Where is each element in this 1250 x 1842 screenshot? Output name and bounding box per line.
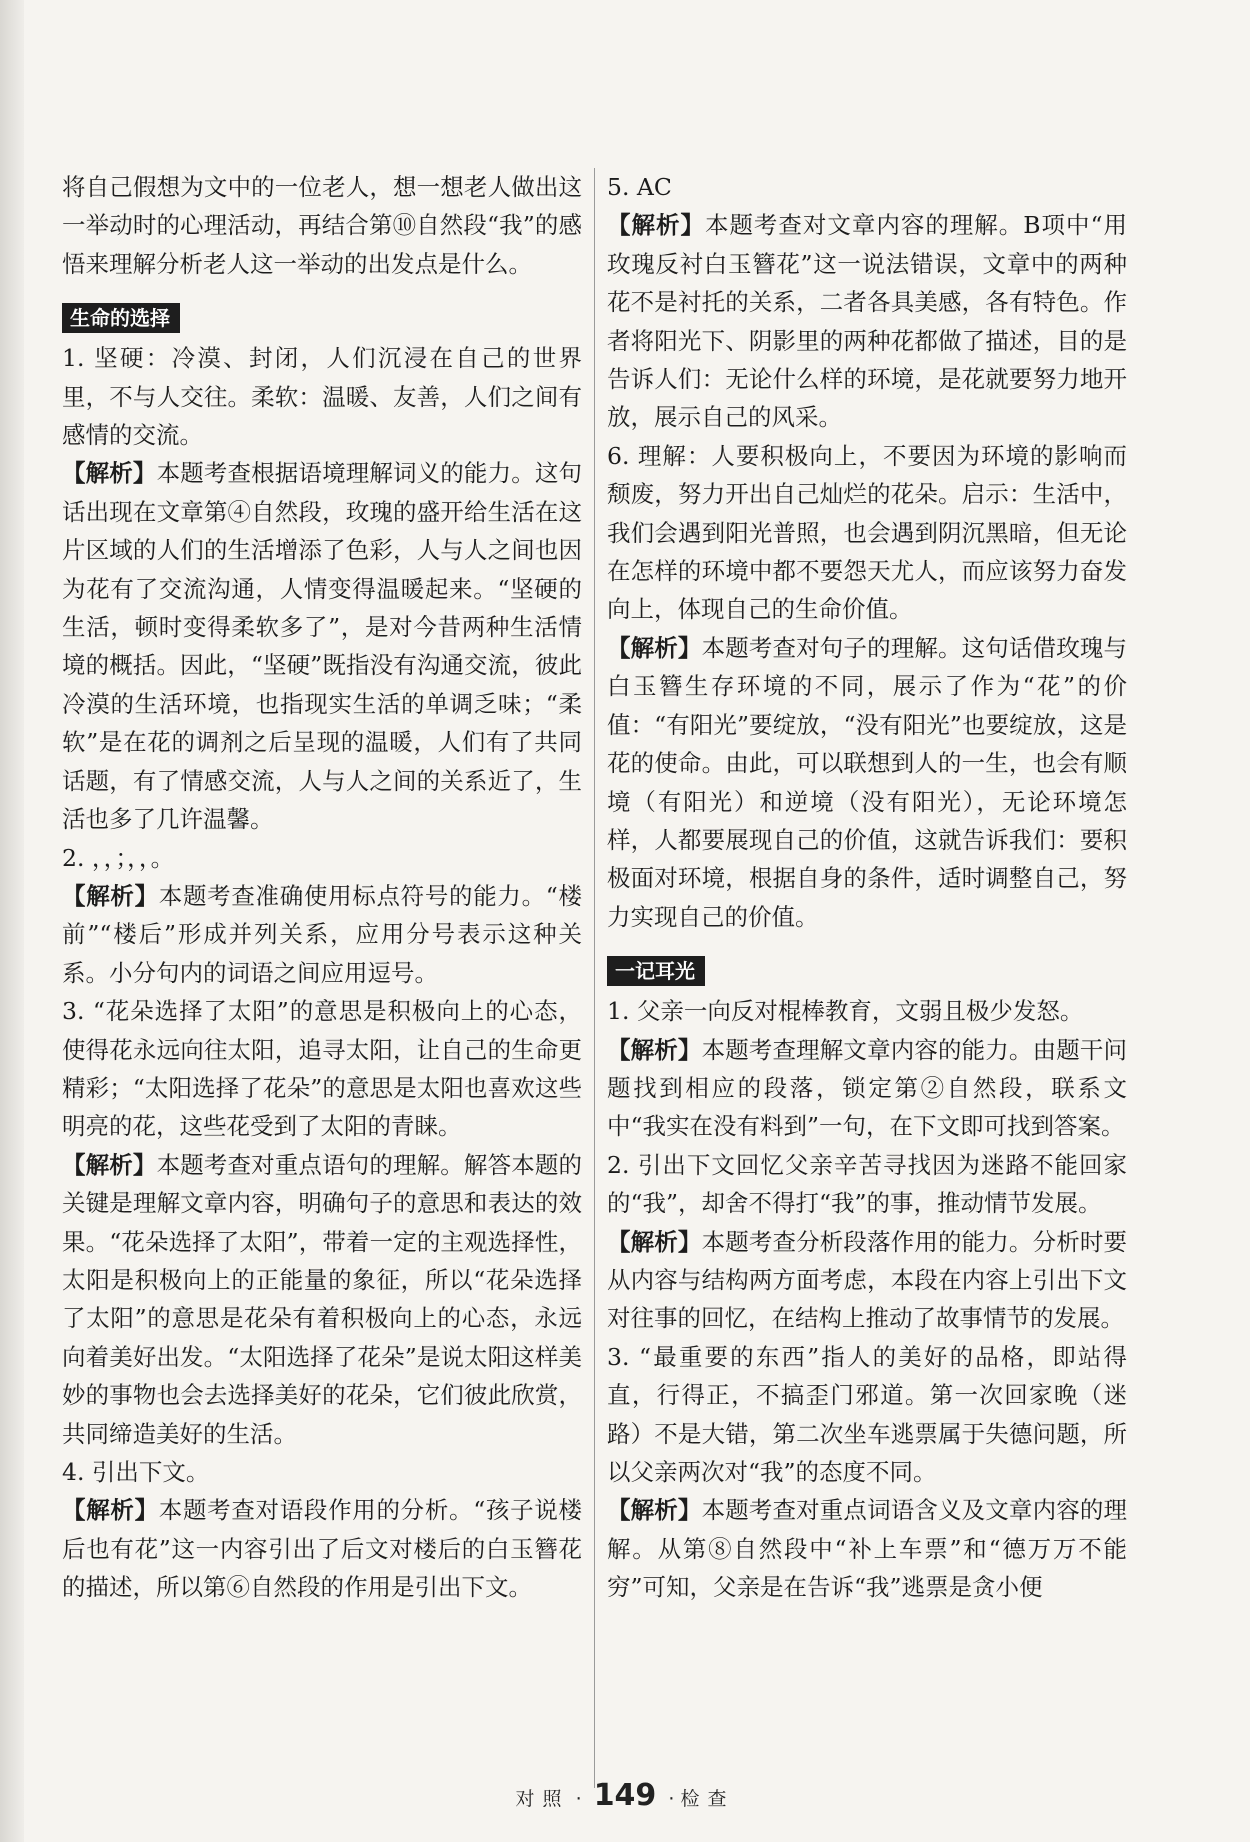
analysis-q6: [607, 629, 1127, 936]
analysis-text: 本题考查理解文章内容的能力。由题干问题找到相应的段落，锁定第②自然段，联系文中“我实在没有料到”一句，在下文即可找到答案。: [607, 1035, 1128, 1141]
answer-q6: 6. 理解：人要积极向上，不要因为环境的影响而颓废，努力开出自己灿烂的花朵。启示：生活中，我们会遇到阳光普照，也会遇到阴沉黑暗，但无论在怎样的环境中都不要怨天尤人，而应该努力奋发向上，体现自己的生命价值。: [607, 441, 1127, 624]
analysis-label: 【解析】: [62, 459, 157, 488]
left-column: [62, 168, 582, 1607]
analysis-text: 本题考查准确使用标点符号的能力。“楼前”“楼后”形成并列关系，应用分号表示这种关系。小分句内的词语之间应用逗号。: [62, 881, 583, 987]
analysis-text: 本题考查分析段落作用的能力。分析时要从内容与结构两方面考虑，本段在内容上引出下文对往事的回忆，在结构上推动了故事情节的发展。: [607, 1227, 1128, 1333]
answer-q1: 1. 坚硬：冷漠、封闭，人们沉浸在自己的世界里，不与人交往。柔软：温暖、友善，人们之间有感情的交流。: [62, 344, 582, 450]
analysis-label: 【解析】: [607, 1227, 702, 1256]
analysis-label: 【解析】: [607, 633, 702, 662]
analysis-q4: [62, 1491, 582, 1606]
right-column: [607, 168, 1127, 1607]
analysis-q3: [62, 1146, 582, 1453]
footer-right-label: 检查: [680, 1788, 735, 1810]
answer-s2q1: 1. 父亲一向反对棍棒教育，文弱且极少发怒。: [607, 997, 1084, 1026]
analysis-text: 本题考查对文章内容的理解。B项中“用玫瑰反衬白玉簪花”这一说法错误，文章中的两种花不是衬托的关系，二者各具美感，各有特色。作者将阳光下、阴影里的两种花都做了描述，目的是告诉人们：无论什么样的环境，是花就要努力地开放，展示自己的风采。: [607, 211, 1127, 432]
analysis-s2q1: [607, 1031, 1127, 1146]
footer-dot-left: ·: [575, 1788, 582, 1810]
answer-q3: 3. “花朵选择了太阳”的意思是积极向上的心态，使得花永远向往太阳，追寻太阳，让自己的生命更精彩；“太阳选择了花朵”的意思是太阳也喜欢这些明亮的花，这些花受到了太阳的青睐。: [62, 997, 582, 1141]
analysis-text: 本题考查对语段作用的分析。“孩子说楼后也有花”这一内容引出了后文对楼后的白玉簪花的描述，所以第⑥自然段的作用是引出下文。: [62, 1496, 583, 1602]
analysis-label: 【解析】: [62, 881, 159, 910]
analysis-label: 【解析】: [62, 1150, 157, 1179]
analysis-text: 本题考查对句子的理解。这句话借玫瑰与白玉簪生存环境的不同，展示了作为“花”的价值：“有阳光”要绽放，“没有阳光”也要绽放，这是花的使命。由此，可以联想到人的一生，也会有顺境（有阳光）和逆境（没有阳光），无论环境怎样，人都要展现自己的价值，这就告诉我们：要积极面对环境，根据自身的条件，适时调整自己，努力实现自己的价值。: [607, 633, 1128, 931]
analysis-q2: [62, 877, 582, 992]
analysis-s2q2: [607, 1223, 1127, 1338]
analysis-label: 【解析】: [607, 1496, 702, 1525]
page-footer: [0, 1778, 1250, 1813]
page-number: 149: [593, 1778, 657, 1813]
analysis-label: 【解析】: [607, 211, 705, 240]
analysis-text: 本题考查对重点词语含义及文章内容的理解。从第⑧自然段中“补上车票”和“德万万不能穷”可知，父亲是在告诉“我”逃票是贪小便: [607, 1496, 1128, 1602]
section-title-erguang: 一记耳光: [607, 956, 705, 986]
answer-s2q2: 2. 引出下文回忆父亲辛苦寻找因为迷路不能回家的“我”，却舍不得打“我”的事，推动情节发展。: [607, 1150, 1127, 1218]
column-divider: [594, 168, 595, 1788]
analysis-text: 本题考查根据语境理解词义的能力。这句话出现在文章第④自然段，玫瑰的盛开给生活在这片区域的人们的生活增添了色彩，人与人之间也因为花有了交流沟通，人情变得温暖起来。“坚硬的生活，顿时变得柔软多了”，是对今昔两种生活情境的概括。因此，“坚硬”既指没有沟通交流，彼此冷漠的生活环境，也指现实生活的单调乏味；“柔软”是在花的调剂之后呈现的温暖，人们有了共同话题，有了情感交流，人与人之间的关系近了，生活也多了几许温馨。: [62, 459, 583, 834]
answer-q2: 2. ，，；，，。: [62, 843, 175, 872]
footer-left-label: 对照: [515, 1788, 570, 1810]
intro-paragraph: 将自己假想为文中的一位老人，想一想老人做出这一举动时的心理活动，再结合第⑩自然段“我”的感悟来理解分析老人这一举动的出发点是什么。: [62, 173, 582, 278]
analysis-text: 本题考查对重点语句的理解。解答本题的关键是理解文章内容，明确句子的意思和表达的效果。“花朵选择了太阳”，带着一定的主观选择性，太阳是积极向上的正能量的象征，所以“花朵选择了太阳”的意思是花朵有着积极向上的心态，永远向着美好出发。“太阳选择了花朵”是说太阳这样美妙的事物也会去选择美好的花朵，它们彼此欣赏，共同缔造美好的生活。: [62, 1150, 583, 1448]
analysis-q5: [607, 206, 1127, 436]
analysis-s2q3: [607, 1491, 1127, 1606]
answer-s2q3: 3. “最重要的东西”指人的美好的品格，即站得直，行得正，不搞歪门邪道。第一次回家晚（迷路）不是大错，第二次坐车逃票属于失德问题，所以父亲两次对“我”的态度不同。: [607, 1342, 1127, 1486]
page-edge-shadow: [0, 0, 24, 1842]
analysis-label: 【解析】: [607, 1035, 702, 1064]
answer-q5: 5. AC: [607, 173, 672, 201]
analysis-label: 【解析】: [62, 1496, 159, 1525]
answer-q4: 4. 引出下文。: [62, 1458, 210, 1486]
footer-dot-right: ·: [668, 1788, 675, 1810]
analysis-q1: [62, 454, 582, 838]
section-title-shengming: 生命的选择: [62, 303, 180, 333]
